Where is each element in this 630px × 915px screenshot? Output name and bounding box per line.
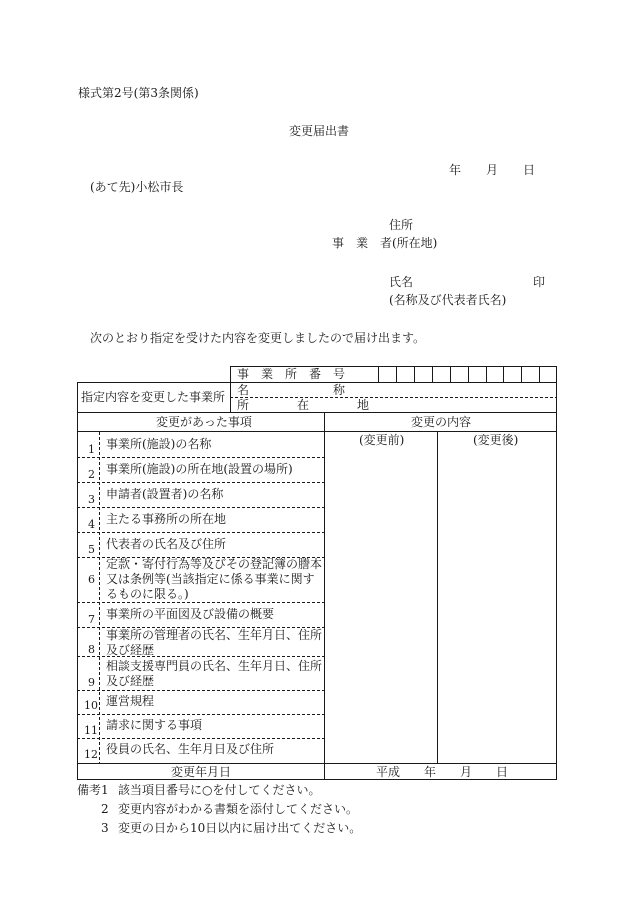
changed-items-header: 変更があった事項	[156, 415, 252, 429]
item-number: 9	[88, 676, 95, 689]
item-number: 6	[88, 573, 95, 586]
office-location-label: 所 在 地	[237, 398, 370, 412]
date-month: 月	[486, 163, 499, 177]
item-text: るものに限る。)	[106, 587, 189, 601]
item-text: 請求に関する事項	[106, 718, 203, 732]
item-text: 事業所(施設)の所在地(設置の場所)	[106, 462, 293, 476]
item-text: 運営規程	[106, 694, 155, 708]
before-label: (変更前)	[359, 433, 405, 447]
note-text: 変更の日から10日以内に届け出てください。	[118, 821, 362, 835]
addressee: (あて先)小松市長	[90, 180, 184, 194]
item-number: 5	[88, 543, 95, 556]
item-text: 申請者(設置者)の名称	[106, 487, 224, 501]
change-date-label: 変更年月日	[171, 765, 232, 779]
change-date-value: 平成 年 月 日	[376, 765, 509, 779]
note-label: 2	[101, 802, 109, 816]
item-number: 10	[84, 699, 98, 712]
note-text: 該当項目番号に○を付してください。	[118, 783, 321, 797]
date-year: 年	[449, 163, 462, 177]
after-label: (変更後)	[473, 433, 519, 447]
intro-text: 次のとおり指定を受けた内容を変更しましたので届け出ます。	[90, 331, 426, 345]
item-number: 4	[88, 518, 95, 531]
item-text: 及び経歴	[106, 674, 155, 688]
date-day: 日	[523, 163, 536, 177]
item-text: 相談支援専門員の氏名、生年月日、住所	[106, 659, 323, 673]
name-label: 氏名	[389, 275, 414, 289]
address-label: 住所	[389, 218, 414, 232]
office-number-label: 事 業 所 番 号	[237, 367, 346, 381]
note-text: 変更内容がわかる書類を添付してください。	[118, 802, 359, 816]
item-text: 事業所の管理者の氏名、生年月日、住所	[106, 628, 323, 642]
change-content-header: 変更の内容	[411, 415, 472, 429]
page-title: 変更届出書	[289, 124, 350, 138]
item-number: 11	[84, 724, 98, 737]
item-number: 2	[88, 468, 95, 481]
name-note: (名称及び代表者氏名)	[389, 293, 507, 307]
item-text: 定款・寄付行為等及びその登記簿の謄本	[106, 557, 323, 571]
note-label: 3	[101, 821, 109, 835]
note-label: 備考1	[77, 783, 109, 797]
item-text: 事業所の平面図及び設備の概要	[106, 607, 275, 621]
item-text: 役員の氏名、生年月日及び住所	[106, 742, 275, 756]
seal-mark: 印	[533, 275, 546, 289]
office-name-label: 名 称	[237, 383, 346, 397]
item-number: 1	[88, 443, 95, 456]
item-number: 7	[88, 613, 95, 626]
item-number: 12	[84, 748, 98, 761]
item-text: 及び経歴	[106, 643, 155, 657]
item-number: 8	[88, 643, 95, 656]
item-text: 代表者の氏名及び住所	[106, 537, 227, 551]
item-number: 3	[88, 493, 95, 506]
item-text: 事業所(施設)の名称	[106, 437, 212, 451]
changed-office-label: 指定内容を変更した事業所	[81, 390, 226, 404]
item-text: 又は条例等(当該指定に係る事業に関す	[106, 572, 315, 586]
item-text: 主たる事務所の所在地	[106, 512, 227, 526]
entity-label: 事 業 者(所在地)	[332, 236, 438, 250]
form-label: 様式第2号(第3条関係)	[78, 86, 199, 100]
